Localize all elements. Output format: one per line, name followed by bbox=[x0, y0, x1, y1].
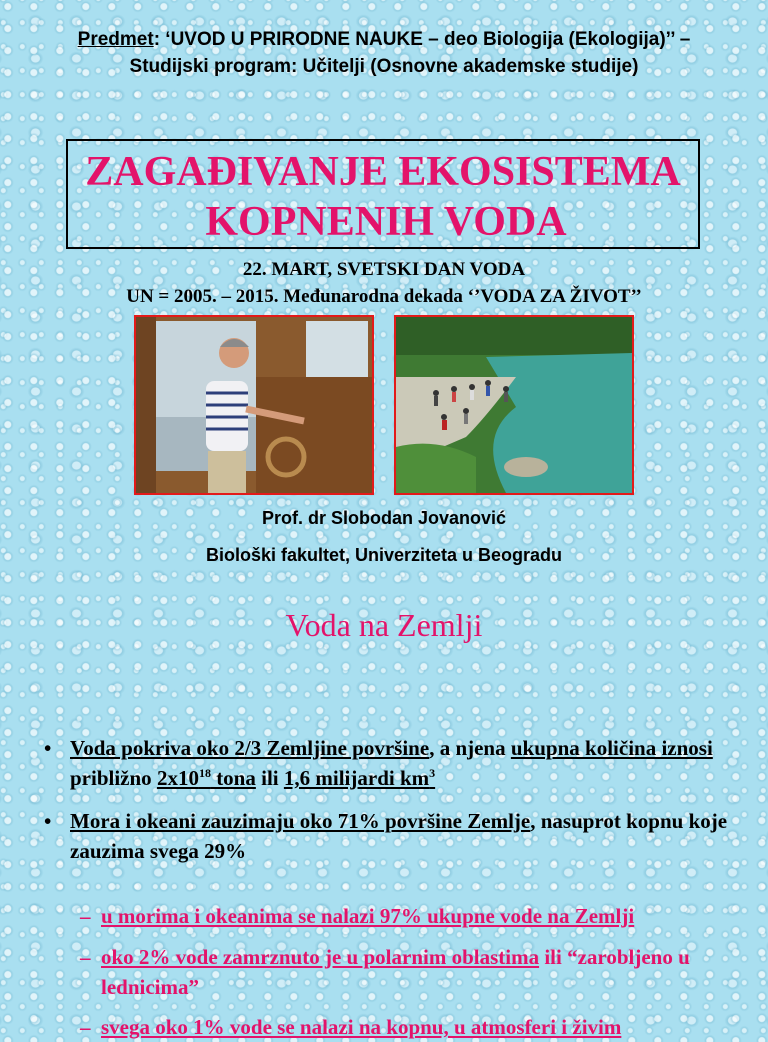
console bbox=[256, 377, 372, 493]
cabin-frame bbox=[136, 317, 156, 493]
section-title: Voda na Zemlji bbox=[285, 607, 483, 643]
treeline bbox=[396, 317, 632, 355]
bullet-item: • Voda pokriva oko 2/3 Zemljine površine, a njena ukupna količina iznosi približno $2x10^{18}$ tona ili 1,6 milijardi $km^3$ bbox=[44, 733, 734, 793]
title-box bbox=[66, 139, 700, 249]
subject-header bbox=[40, 26, 728, 80]
author-affiliation: Biološki fakultet, Univerziteta u Beogradu bbox=[205, 545, 563, 565]
title-line-1: ZAGAĐIVANJE EKOSISTEMA bbox=[85, 149, 681, 195]
trousers bbox=[208, 451, 246, 493]
dash-icon: – bbox=[80, 1015, 91, 1039]
rock bbox=[504, 457, 548, 477]
title-line-2: KOPNENIH VODA bbox=[205, 199, 567, 245]
author-name: Prof. dr Slobodan Jovanović bbox=[261, 508, 507, 528]
bullet-icon: • bbox=[44, 736, 52, 760]
sub-bullet-item: – u morima i okeanima se nalazi 97% ukupne vode na Zemlji bbox=[80, 901, 740, 931]
world-water-day-line: 22. MART, SVETSKI DAN VODA bbox=[242, 259, 526, 280]
sub-bullet-item: – oko 2% vode zamrznuto je u polarnim oblastima ili “zarobljeno u lednicima” bbox=[80, 942, 740, 1002]
subject-text: : ‘UVOD U PRIRODNE NAUKE – deo Biologija (Ekologija)’’ – Studijski program: Učitelji (Osnovne akademske studije) bbox=[129, 29, 691, 77]
bullet-icon: • bbox=[44, 809, 52, 833]
boat-captain-photo bbox=[134, 315, 374, 495]
subject-label: Predmet bbox=[77, 29, 154, 50]
dash-icon: – bbox=[80, 904, 91, 928]
river-shore-photo bbox=[394, 315, 634, 495]
sub-bullet-item: – svega oko 1% vode se nalazi na kopnu, u atmosferi i živim bbox=[80, 1012, 740, 1042]
decade-line: UN = 2005. – 2015. Međunarodna dekada ‘’VODA ZA ŽIVOT’’ bbox=[126, 286, 642, 307]
bullet-item: • Mora i okeani zauzimaju oko 71% površine Zemlje, nasuprot kopnu koje zauzima svega 29% bbox=[44, 806, 734, 866]
dash-icon: – bbox=[80, 945, 91, 969]
boat-captain-illustration bbox=[136, 317, 372, 493]
river-shore-illustration bbox=[396, 317, 632, 493]
person bbox=[433, 390, 439, 396]
